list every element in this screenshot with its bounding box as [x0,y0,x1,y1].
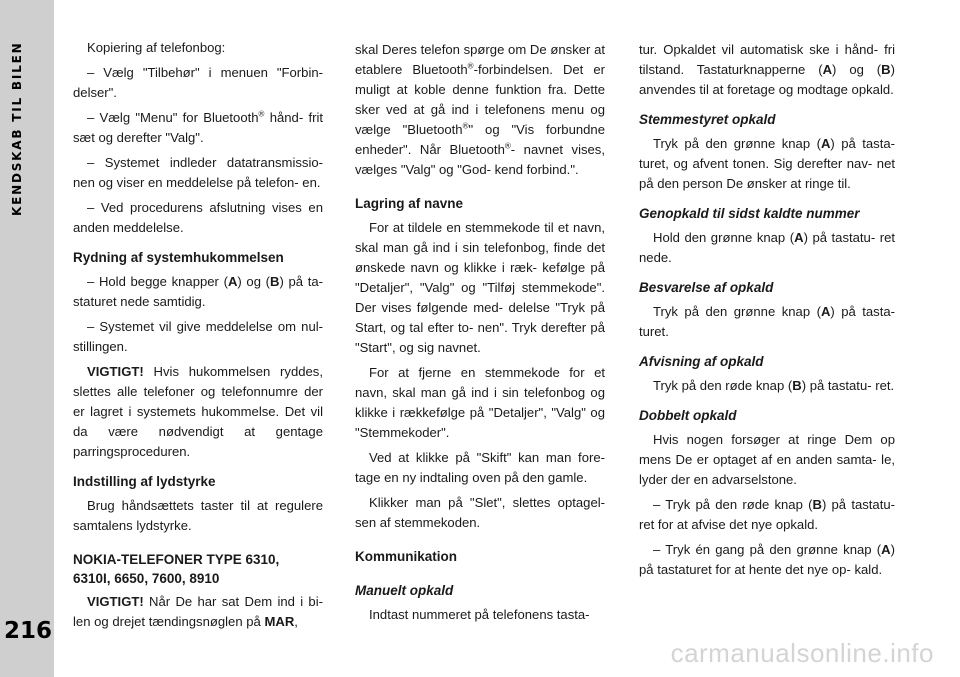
paragraph: VIGTIGT! Hvis hukommelsen ryddes, slettes alle telefoner og telefonnumre der er lagret i systemets hukommelse. Det vil da være nødvendigt at gentage parringsproceduren. [73,364,323,459]
paragraph: For at fjerne en stemmekode for et navn, skal man gå ind i sin telefonbog og klikke i rækkefølge på "Detaljer", "Valg" og "Stemmekoder". [355,365,605,440]
paragraph: Tryk på den grønne knap (A) på tasta- turet, og afvent tonen. Sig derefter nav- net på den person De ønsker at ringe til. [639,136,896,191]
paragraph: VIGTIGT! Når De har sat Dem ind i bi- len og drejet tændingsnøglen på MAR, [73,594,323,629]
paragraph: – Systemet vil give meddelelse om nul- stillingen. [73,319,323,354]
paragraph: Ved at klikke på "Skift" kan man fore- tage en ny indtaling oven på den gamle. [355,450,605,485]
paragraph: – Ved procedurens afslutning vises en anden meddelelse. [73,200,323,235]
heading: Kommunikation [355,549,458,564]
sidebar [0,0,54,677]
paragraph: – Hold begge knapper (A) og (B) på ta- staturet nede samtidig. [73,274,324,309]
paragraph: Tryk på den grønne knap (A) på tasta- turet. [639,304,896,339]
subheading: Dobbelt opkald [639,408,737,423]
paragraph: Brug håndsættets taster til at regulere samtalens lydstyrke. [73,498,323,533]
paragraph: – Systemet indleder datatransmissio- nen og viser en meddelelse på telefon- en. [73,155,323,190]
column-2 [355,40,605,630]
watermark: carmanualsonline.info [670,638,934,668]
paragraph: skal Deres telefon spørge om De ønsker at etablere Bluetooth®-forbindelsen. Det er muligt at koble denne funktion fra. Dette sker ved at gå ind i telefonens menu og vælge "Bluetooth®" og "Vis forbundne enheder". Når Bluetooth®- navnet vises, vælges "Valg" og "God- kend forbind.". [355,42,606,177]
page-number: 216 [4,618,53,644]
paragraph: – Vælg "Tilbehør" i menuen "Forbin- delser". [73,65,323,100]
heading: Indstilling af lydstyrke [73,474,216,489]
paragraph: Hvis nogen forsøger at ringe Dem op mens De er optaget af en anden samta- le, lyder der en advarselstone. [639,432,895,487]
subheading: Stemmestyret opkald [639,112,776,127]
paragraph: – Vælg "Menu" for Bluetooth® hånd- frit sæt og derefter "Valg". [73,109,324,145]
paragraph: – Tryk på den røde knap (B) på tastatu- ret for at afvise det nye opkald. [639,497,895,532]
subheading: Afvisning af opkald [639,354,764,369]
important-label: VIGTIGT! [87,364,144,379]
heading: NOKIA-TELEFONER TYPE 6310, 6310I, 6650, 7600, 8910 [73,552,280,586]
section-title: KENDSKAB TIL BILEN [10,42,24,217]
paragraph: – Tryk én gang på den grønne knap (A) på tastaturet for at hente det nye op- kald. [639,542,895,577]
subheading: Genopkald til sidst kaldte nummer [639,206,860,221]
heading: Lagring af navne [355,196,464,211]
paragraph: For at tildele en stemmekode til et navn, skal man gå ind i sin telefonbog, finde det ønskede navn og klikke i ræk- kefølge på "Detaljer", "Valg" og "Tilføj stemmekode". Der vises følgende med- delelse "Tryk på Start, og tal efter to- nen". Tryk derefter på "Start", og sig navnet. [355,220,605,355]
important-label: VIGTIGT! [87,594,144,609]
heading: Rydning af systemhukommelsen [73,250,284,265]
subheading: Manuelt opkald [355,583,454,598]
paragraph: Tryk på den røde knap (B) på tastatu- ret. [653,378,895,393]
paragraph: Klikker man på "Slet", slettes optagel- sen af stemmekoden. [355,495,605,530]
paragraph: Kopiering af telefonbog: [87,40,226,55]
paragraph: tur. Opkaldet vil automatisk ske i hånd- fri tilstand. Tastaturknapperne (A) og (B) anvendes til at foretage og modtage opkald. [639,42,896,97]
column-1 [73,38,323,637]
paragraph: Hold den grønne knap (A) på tastatu- ret nede. [639,230,895,265]
column-3 [639,40,895,585]
paragraph: Indtast nummeret på telefonens tasta- [369,607,590,622]
subheading: Besvarelse af opkald [639,280,774,295]
